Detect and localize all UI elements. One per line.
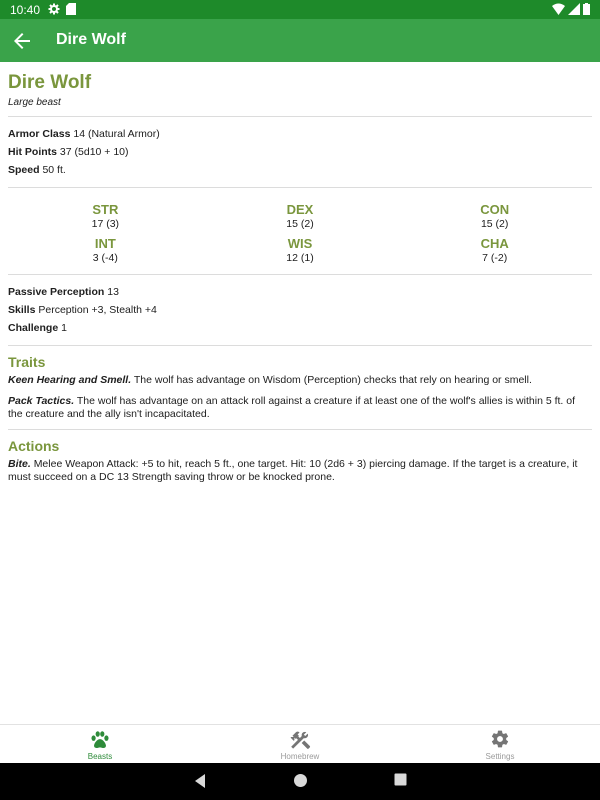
ability-name: CON	[480, 202, 510, 217]
ability-dex	[203, 202, 398, 230]
speed-label: Speed	[8, 164, 40, 176]
traits-heading: Traits	[8, 354, 46, 370]
nav-beasts[interactable]	[0, 725, 200, 763]
ability-value: 12 (1)	[286, 252, 314, 264]
nav-beasts-label: Beasts	[87, 752, 113, 761]
challenge-label: Challenge	[8, 322, 59, 334]
back-arrow-icon[interactable]	[10, 29, 34, 53]
challenge-value: 1	[61, 322, 67, 334]
hit-points-row	[8, 143, 592, 161]
divider	[8, 429, 592, 430]
speed-value: 50 ft.	[42, 164, 66, 176]
tools-icon	[289, 729, 311, 751]
ability-value: 15 (2)	[480, 218, 509, 230]
ability-name: STR	[92, 202, 119, 217]
settings-status-icon	[48, 3, 60, 15]
ability-scores	[8, 196, 592, 266]
gear-icon	[490, 729, 510, 749]
bottom-navigation	[0, 724, 600, 763]
ability-cha	[397, 236, 592, 264]
ability-name: WIS	[287, 236, 313, 251]
passive-perception-row	[8, 283, 592, 301]
speed-row	[8, 161, 592, 179]
divider	[8, 187, 592, 188]
system-nav-bar	[0, 763, 600, 800]
armor-class-value: 14 (Natural Armor)	[73, 128, 160, 140]
ability-name: DEX	[286, 202, 314, 217]
action-item	[8, 458, 592, 484]
trait-name: Keen Hearing and Smell.	[8, 374, 132, 386]
status-time: 10:40	[10, 3, 41, 17]
app-bar	[0, 19, 600, 62]
nav-homebrew[interactable]	[200, 725, 400, 763]
passive-perception-value: 13	[107, 286, 119, 298]
actions-heading: Actions	[8, 438, 60, 454]
nav-homebrew-label: Homebrew	[280, 752, 320, 761]
ability-int	[8, 236, 203, 264]
divider	[8, 274, 592, 275]
creature-type: Large beast	[8, 97, 61, 108]
nav-settings-label: Settings	[485, 752, 515, 761]
nav-settings[interactable]	[400, 725, 600, 763]
stat-block	[8, 62, 592, 492]
trait-item	[8, 374, 592, 387]
ability-str	[8, 202, 203, 230]
action-name: Bite.	[8, 458, 31, 470]
system-recents-icon[interactable]	[394, 773, 407, 786]
trait-item	[8, 395, 592, 421]
ability-wis	[203, 236, 398, 264]
trait-text: The wolf has advantage on Wisdom (Perception) checks that rely on hearing or smell.	[133, 374, 532, 386]
action-text: Melee Weapon Attack: +5 to hit, reach 5 ft., one target. Hit: 10 (2d6 + 3) piercing damage. If the target is a creature, it must succeed on a DC 13 Strength saving throw or be knocked prone.	[8, 458, 578, 483]
armor-class-label: Armor Class	[8, 128, 71, 140]
ability-value: 7 (-2)	[482, 252, 508, 264]
skills-value: Perception +3, Stealth +4	[38, 304, 157, 316]
hit-points-value: 37 (5d10 + 10)	[59, 146, 129, 158]
ability-name: CHA	[480, 236, 509, 251]
divider	[8, 116, 592, 117]
creature-name: Dire Wolf	[8, 72, 92, 93]
system-back-icon[interactable]	[193, 773, 207, 789]
ability-value: 15 (2)	[286, 218, 314, 230]
ability-value: 3 (-4)	[92, 252, 118, 264]
trait-name: Pack Tactics.	[8, 395, 75, 407]
ability-name: INT	[94, 236, 116, 251]
wifi-icon	[552, 3, 565, 15]
ability-value: 17 (3)	[91, 218, 120, 230]
skills-label: Skills	[8, 304, 36, 316]
status-bar	[0, 0, 600, 19]
hit-points-label: Hit Points	[8, 146, 57, 158]
passive-perception-label: Passive Perception	[8, 286, 105, 298]
app-bar-title: Dire Wolf	[56, 31, 126, 48]
battery-icon	[583, 3, 590, 15]
trait-text: The wolf has advantage on an attack roll against a creature if at least one of the wolf's allies is within 5 ft. of the creature and the ally isn't incapacitated.	[8, 395, 576, 420]
signal-icon	[568, 3, 580, 15]
paw-icon	[89, 729, 111, 751]
divider	[8, 345, 592, 346]
armor-class-row	[8, 125, 592, 143]
skills-row	[8, 301, 592, 319]
ability-con	[397, 202, 592, 230]
system-home-icon[interactable]	[293, 773, 308, 788]
challenge-row	[8, 319, 592, 337]
sd-card-icon	[66, 3, 76, 15]
